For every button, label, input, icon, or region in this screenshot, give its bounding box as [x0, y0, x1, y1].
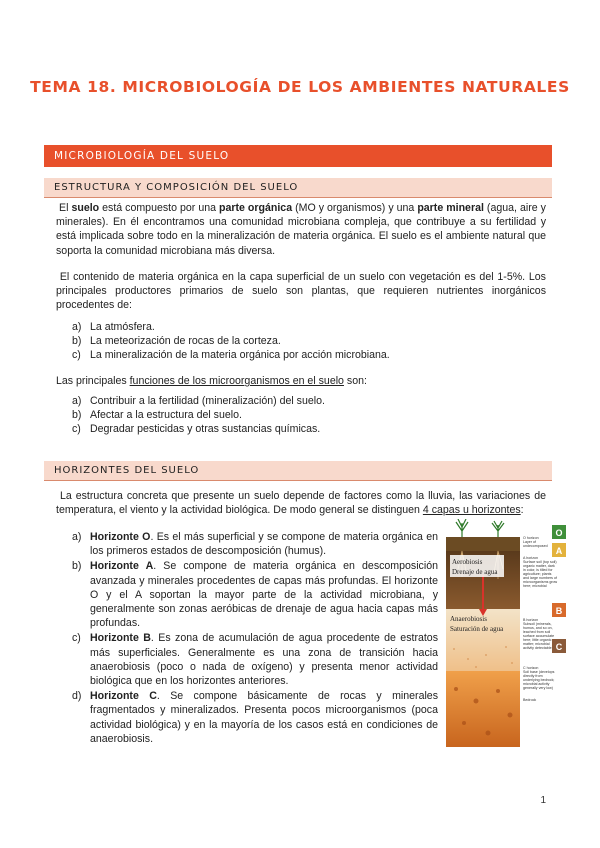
svg-text:directly from: directly from — [523, 674, 543, 678]
anaerobiosis-label: Anaerobiosis — [450, 615, 487, 623]
list-item: a) Contribuir a la fertilidad (mineralización) del suelo. — [72, 395, 325, 407]
svg-text:Surface soil (top soil): Surface soil (top soil) — [523, 560, 557, 564]
list-item: b) Afectar a la estructura del suelo. — [72, 409, 242, 422]
svg-text:Soil base (develops: Soil base (develops — [523, 670, 555, 674]
svg-text:Subsoil (minerals,: Subsoil (minerals, — [523, 622, 552, 626]
svg-text:A horizon: A horizon — [523, 556, 538, 560]
svg-text:O horizon: O horizon — [523, 536, 539, 540]
paragraph-horizons-intro: La estructura concreta que presente un suelo depende de factores como la lluvia, las variaciones de temperatura, el viento y la actividad biológica. De modo general se distinguen 4 capas u horizontes: — [56, 490, 546, 517]
svg-text:and large numbers of: and large numbers of — [523, 576, 557, 580]
list-item-horizon-o: a) Horizonte O. Es el más superficial y se compone de materia orgánica en los primeros estados de descomposición (humus). — [72, 531, 439, 558]
svg-text:undecomposed: undecomposed — [523, 544, 548, 548]
svg-text:here; microbial: here; microbial — [523, 584, 547, 588]
svg-text:organic matter, dark: organic matter, dark — [523, 564, 555, 568]
nutrient-sources-list — [72, 320, 542, 363]
list-item: c) Degradar pesticidas y otras sustancias químicas. — [72, 423, 321, 436]
paragraph-organic-content: El contenido de materia orgánica en la capa superficial de un suelo con vegetación es del 1-5%. Los principales productores primarios de suelo son plantas, que requieren nutrientes inorgánicos procedentes de: — [56, 271, 546, 312]
svg-text:activity detectable: activity detectable — [523, 646, 552, 650]
svg-text:humus, and so on,: humus, and so on, — [523, 626, 553, 630]
list-item: b) La meteorización de rocas de la corteza. — [72, 335, 281, 348]
svg-text:A: A — [555, 546, 563, 556]
svg-text:here; little organic: here; little organic — [523, 638, 552, 642]
svg-text:underlying bedrock;: underlying bedrock; — [523, 678, 555, 682]
svg-text:surface accumulate: surface accumulate — [523, 634, 555, 638]
subsection-heading-structure: ESTRUCTURA Y COMPOSICIÓN DEL SUELO — [44, 178, 552, 198]
svg-text:in color, is tilled for: in color, is tilled for — [523, 568, 553, 572]
list-item-horizon-b: c) Horizonte B. Es zona de acumulación de agua procedente de estratos más superficiales. Generalmente es una zona de transición hacia anaerobiosis (poco o nada de oxígeno) y presenta menor actividad biológica que en los horizontes anteriores. — [72, 632, 438, 688]
paragraph-soil-composition: El suelo está compuesto por una parte orgánica (MO y organismos) y una parte mineral (agua, aire y minerales). En él encontramos una comunidad microbiana compleja, que contribuye a su fertilidad y está implicada sobre todo en la mineralización de materia orgánica. El suelo es el ambiente natural que soporta la comunidad microbiana más diversa. — [56, 202, 546, 257]
svg-text:O: O — [555, 528, 563, 538]
subsection-heading-horizons: HORIZONTES DEL SUELO — [44, 461, 552, 481]
section-heading: MICROBIOLOGÍA DEL SUELO — [44, 145, 552, 167]
list-item: a) La atmósfera. — [72, 321, 155, 333]
svg-text:Layer of: Layer of — [523, 540, 536, 544]
functions-list — [72, 394, 542, 437]
page-number: 1 — [540, 795, 546, 806]
svg-text:C: C — [555, 642, 563, 652]
svg-text:generally very low): generally very low) — [523, 686, 553, 690]
svg-text:C horizon: C horizon — [523, 666, 539, 670]
svg-text:agriculture; plants: agriculture; plants — [523, 572, 552, 576]
svg-text:leached from soil: leached from soil — [523, 630, 551, 634]
list-item-horizon-a: b) Horizonte A. Se compone de materia orgánica en descomposición avanzada y minerales procedentes de capas más profundas. El horizonte O y el A soportan la mayor parte de la actividad microbiana, y generalmente son zonas aeróbicas de drenaje de agua hacia capas más profundas. — [72, 560, 438, 630]
soil-horizons-figure — [446, 519, 570, 747]
saturation-label: Saturación de agua — [450, 625, 504, 633]
svg-text:B horizon: B horizon — [523, 618, 539, 622]
page-title: TEMA 18. MICROBIOLOGÍA DE LOS AMBIENTES NATURALES — [30, 78, 570, 96]
horizon-notes — [523, 536, 558, 702]
svg-text:microorganisms grow: microorganisms grow — [523, 580, 558, 584]
drainage-label: Drenaje de agua — [452, 568, 498, 576]
aerobiosis-label: Aerobiosis — [452, 558, 483, 566]
svg-text:matter; microbial: matter; microbial — [523, 642, 550, 646]
list-item-horizon-c: d) Horizonte C. Se compone básicamente de rocas y minerales fragmentados y mineralizados. Presenta pocos microorganismos (poca actividad biológica) y en la mayoría de los casos está en condiciones de anaerobiosis. — [72, 690, 438, 745]
svg-text:microbial activity: microbial activity — [523, 682, 550, 686]
svg-text:B: B — [555, 606, 563, 616]
horizons-list — [72, 530, 438, 746]
horizon-c-layer — [446, 671, 520, 747]
horizon-o-layer — [446, 537, 520, 551]
paragraph-functions-intro: Las principales funciones de los microorganismos en el suelo son: — [56, 375, 367, 387]
list-item: c) La mineralización de la materia orgánica por acción microbiana. — [72, 349, 390, 362]
svg-text:Bedrock: Bedrock — [523, 698, 537, 702]
